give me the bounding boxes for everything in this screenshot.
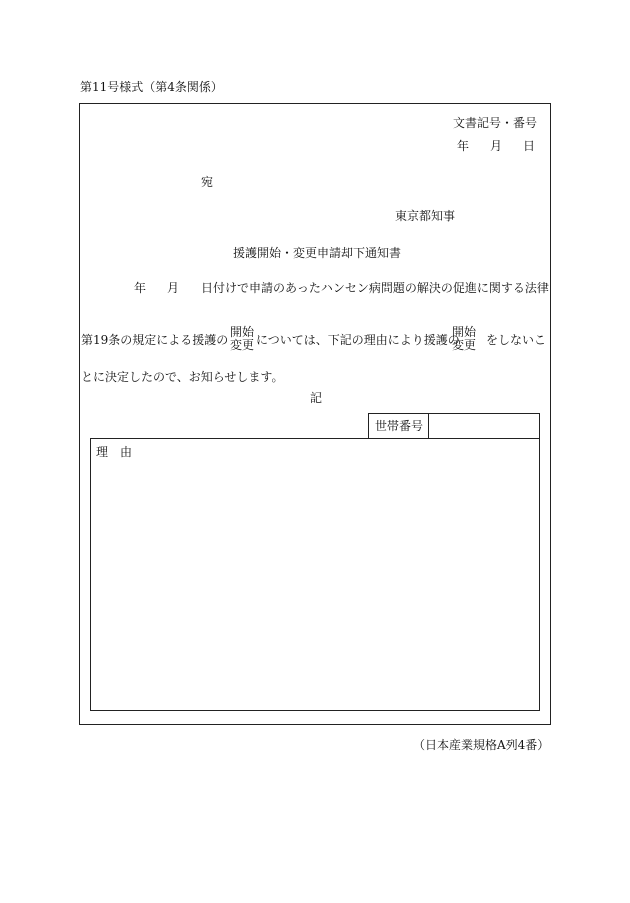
body-line-2-suffix: をしないこ [486, 333, 547, 347]
choice-start-1: 開始 [230, 325, 255, 339]
sender-name: 東京都知事 [395, 209, 456, 223]
body-line-2-prefix: 第19条の規定による援護の [81, 333, 229, 347]
paper-standard-note: （日本産業規格A列4番） [413, 738, 550, 752]
household-number-label: 世帯番号 [375, 419, 424, 433]
date-year: 年 [457, 139, 470, 153]
ki-heading: 記 [310, 391, 323, 405]
reason-label: 理 由 [96, 445, 133, 459]
choice-stack-1 [230, 326, 254, 352]
body-month: 月 [167, 281, 180, 295]
date-month: 月 [490, 139, 503, 153]
body-year: 年 [134, 281, 147, 295]
body-line-1: 日付けで申請のあったハンセン病問題の解決の促進に関する法律 [201, 281, 549, 295]
choice-change-2: 変更 [452, 338, 477, 352]
date-day: 日 [523, 139, 536, 153]
document-number-label: 文書記号・番号 [453, 116, 538, 130]
form-label: 第11号様式（第4条関係） [80, 80, 223, 94]
choice-start-2: 開始 [452, 325, 477, 339]
document-title: 援護開始・変更申請却下通知書 [233, 246, 402, 260]
household-number-divider [428, 413, 429, 439]
addressee-suffix: 宛 [201, 175, 214, 189]
body-line-3: とに決定したので、お知らせします。 [81, 370, 284, 384]
body-line-2-middle: については、下記の理由により援護の [256, 333, 460, 347]
choice-stack-2 [452, 326, 476, 352]
choice-change-1: 変更 [230, 338, 255, 352]
reason-box [90, 438, 540, 711]
